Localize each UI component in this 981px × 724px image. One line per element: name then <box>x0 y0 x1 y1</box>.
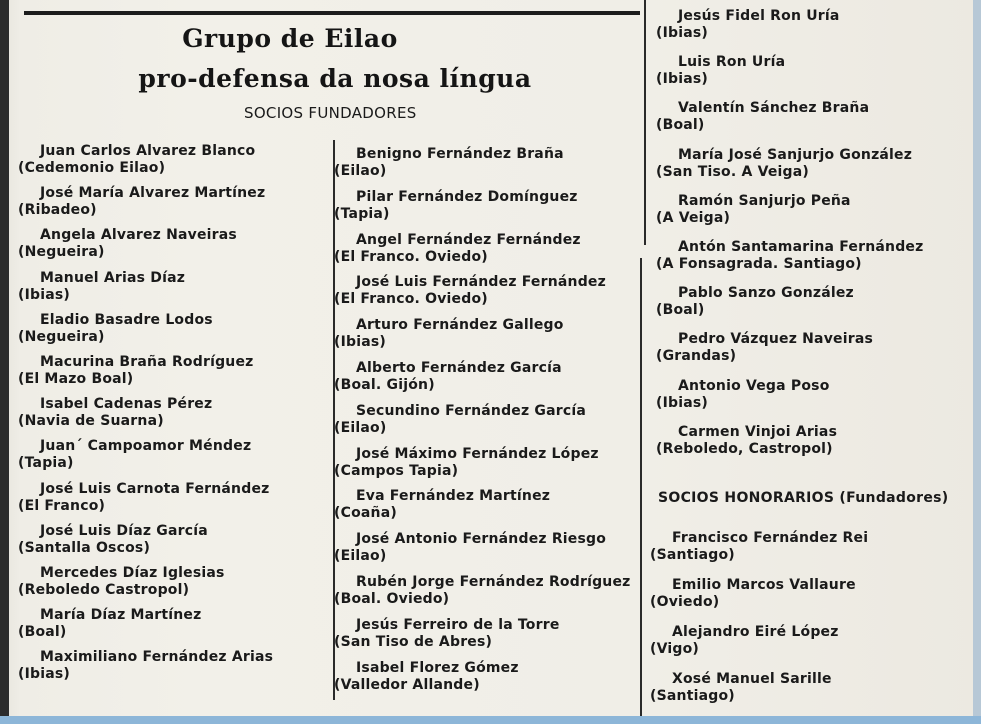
member-entry <box>650 530 868 564</box>
member-name: José Antonio Fernández Riesgo <box>356 531 607 548</box>
member-place: (Oviedo) <box>650 594 720 610</box>
member-entry <box>18 270 185 304</box>
member-place: (Tapia) <box>18 455 74 472</box>
member-name: Xosé Manuel Sarille <box>672 671 832 687</box>
member-entry <box>18 607 201 641</box>
member-entry <box>334 146 564 180</box>
member-entry <box>334 274 606 308</box>
member-place: (Eilao) <box>334 419 387 436</box>
member-entry <box>650 671 832 705</box>
member-place: (Eilao) <box>334 163 387 179</box>
column-rule-2b <box>640 258 642 724</box>
member-entry <box>656 193 851 227</box>
member-entry <box>656 285 854 319</box>
member-entry <box>334 531 606 565</box>
member-name: Benigno Fernández Braña <box>356 146 564 162</box>
member-place: (El Mazo Boal) <box>18 371 134 387</box>
member-name: Pedro Vázquez Naveiras <box>678 331 874 348</box>
member-entry <box>334 574 631 608</box>
member-place: (Eilao) <box>334 548 387 565</box>
top-rule <box>24 11 640 15</box>
member-name: Alberto Fernández García <box>356 360 562 376</box>
member-place: (Ibias) <box>334 334 387 351</box>
member-name: Pilar Fernández Domínguez <box>356 188 578 205</box>
member-name: Carmen Vinjoi Arias <box>678 423 838 440</box>
member-place: (Santalla Oscos) <box>18 539 151 556</box>
member-name: Antonio Vega Poso <box>678 377 830 394</box>
member-place: (Reboledo Castropol) <box>18 582 190 598</box>
member-entry <box>656 147 912 181</box>
member-name: José Máximo Fernández López <box>356 445 599 462</box>
member-place: (Reboledo, Castropol) <box>656 440 833 457</box>
member-name: José María Alvarez Martínez <box>40 185 266 202</box>
member-place: (Campos Tapia) <box>334 462 459 479</box>
member-name: María Díaz Martínez <box>40 607 202 624</box>
member-place: (Ibias) <box>656 394 709 411</box>
member-name: Jesús Fidel Ron Uría <box>678 8 840 24</box>
member-place: (Boal) <box>18 624 67 641</box>
member-name: Macurina Braña Rodríguez <box>40 354 254 370</box>
member-entry <box>656 8 840 42</box>
member-place: (Boal) <box>656 117 705 134</box>
member-place: (Santiago) <box>650 688 735 704</box>
member-name: Juan Carlos Alvarez Blanco <box>40 143 256 159</box>
member-place: (El Franco. Oviedo) <box>334 291 488 308</box>
scan-edge-left <box>0 0 9 724</box>
member-name: Angela Alvarez Naveiras <box>40 227 237 244</box>
member-place: (Boal. Oviedo) <box>334 591 450 607</box>
member-entry <box>334 660 519 694</box>
member-entry <box>334 446 599 480</box>
member-place: (A Veiga) <box>656 209 731 226</box>
member-place: (Ibias) <box>656 25 709 41</box>
member-name: María José Sanjurjo González <box>678 146 913 163</box>
scan-edge-bottom <box>0 716 981 724</box>
section-heading-honorarios: SOCIOS HONORARIOS (Fundadores) <box>658 490 949 506</box>
member-place: (El Franco. Oviedo) <box>334 248 488 265</box>
member-name: Secundino Fernández García <box>356 402 586 419</box>
member-name: Emilio Marcos Vallaure <box>672 577 856 593</box>
member-entry <box>656 331 873 365</box>
member-place: (Navia de Suarna) <box>18 413 164 430</box>
member-place: (Ibias) <box>18 286 71 303</box>
member-entry <box>656 100 869 134</box>
member-entry <box>656 378 830 412</box>
member-entry <box>18 438 251 472</box>
member-entry <box>650 577 856 611</box>
member-name: Jesús Ferreiro de la Torre <box>356 616 560 633</box>
member-place: (San Tiso. A Veiga) <box>656 163 810 180</box>
member-entry <box>18 565 225 599</box>
member-name: Antón Santamarina Fernández <box>678 239 924 255</box>
member-entry <box>18 143 255 177</box>
member-place: (Negueira) <box>18 244 105 261</box>
member-name: Juan´ Campoamor Méndez <box>40 438 252 455</box>
member-place: (Ibias) <box>18 666 71 683</box>
member-place: (Tapia) <box>334 205 390 222</box>
member-name: Pablo Sanzo González <box>678 285 854 302</box>
member-place: (Cedemonio Eilao) <box>18 160 166 176</box>
member-place: (Boal) <box>656 302 705 319</box>
member-name: Eva Fernández Martínez <box>356 488 551 505</box>
member-entry <box>334 488 550 522</box>
member-name: Luis Ron Uría <box>678 54 786 71</box>
member-place: (Ibias) <box>656 71 709 88</box>
member-place: (Valledor Allande) <box>334 676 480 693</box>
member-entry <box>334 403 586 437</box>
member-entry <box>18 649 273 683</box>
scan-edge-right <box>973 0 981 724</box>
title-line-2: pro-defensa da nosa língua <box>138 64 532 93</box>
member-entry <box>334 317 564 351</box>
member-place: (Vigo) <box>650 641 700 657</box>
column-rule-2a <box>644 0 646 245</box>
member-name: Isabel Florez Gómez <box>356 659 519 676</box>
member-entry <box>18 227 237 261</box>
title-line-1: Grupo de Eilao <box>182 24 398 53</box>
member-name: Alejandro Eiré López <box>672 624 839 640</box>
member-name: José Luis Fernández Fernández <box>356 274 606 291</box>
member-name: Maximiliano Fernández Arias <box>40 649 274 666</box>
member-place: (Boal. Gijón) <box>334 377 435 393</box>
member-entry <box>334 232 581 266</box>
member-name: José Luis Carnota Fernández <box>40 480 270 497</box>
member-name: Isabel Cadenas Pérez <box>40 396 213 413</box>
member-name: Eladio Basadre Lodos <box>40 311 213 328</box>
member-entry <box>18 312 213 346</box>
member-name: Francisco Fernández Rei <box>672 530 869 546</box>
member-name: Rubén Jorge Fernández Rodríguez <box>356 574 631 590</box>
member-entry <box>334 360 562 394</box>
member-entry <box>18 523 208 557</box>
member-name: Arturo Fernández Gallego <box>356 317 564 334</box>
member-entry <box>334 189 578 223</box>
member-place: (San Tiso de Abres) <box>334 633 493 650</box>
member-name: José Luis Díaz García <box>40 522 208 539</box>
member-entry <box>656 54 785 88</box>
section-heading-fundadores: SOCIOS FUNDADORES <box>244 104 417 122</box>
member-name: Mercedes Díaz Iglesias <box>40 565 225 581</box>
member-place: (Coaña) <box>334 505 397 522</box>
member-place: (Ribadeo) <box>18 202 97 219</box>
member-entry <box>650 624 839 658</box>
member-place: (Negueira) <box>18 328 105 345</box>
member-name: Angel Fernández Fernández <box>356 231 581 248</box>
member-place: (Santiago) <box>650 547 735 563</box>
member-entry <box>18 185 265 219</box>
member-place: (El Franco) <box>18 497 106 514</box>
member-entry <box>656 424 837 458</box>
member-name: Ramón Sanjurjo Peña <box>678 192 851 209</box>
member-entry <box>18 396 212 430</box>
member-entry <box>656 239 923 273</box>
member-place: (A Fonsagrada. Santiago) <box>656 256 862 272</box>
member-name: Valentín Sánchez Braña <box>678 100 870 117</box>
member-entry <box>18 354 254 388</box>
member-entry <box>18 481 270 515</box>
member-entry <box>334 617 560 651</box>
member-name: Manuel Arias Díaz <box>40 269 186 286</box>
member-place: (Grandas) <box>656 348 737 365</box>
